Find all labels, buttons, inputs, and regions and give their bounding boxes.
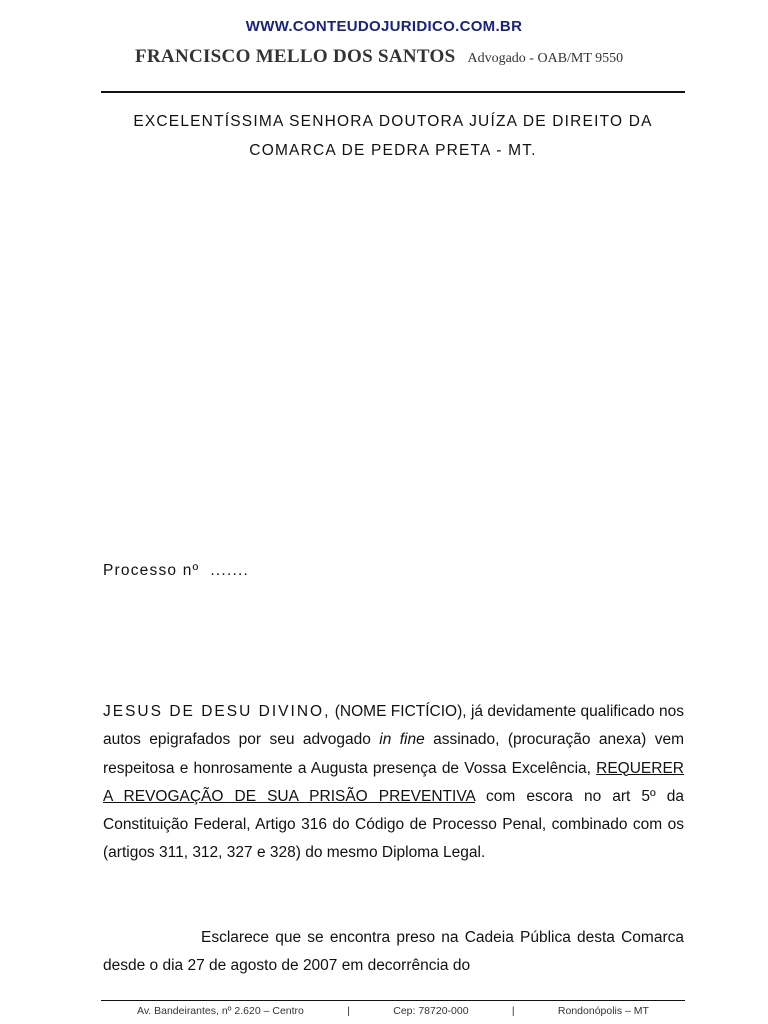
header-divider	[101, 91, 685, 93]
author-name: FRANCISCO MELLO DOS SANTOS	[135, 46, 456, 67]
footer-separator: |	[347, 1005, 350, 1017]
process-label: Processo nº	[103, 562, 200, 579]
request-statement: REQUERER A REVOGAÇÃO DE SUA PRISÃO PREVENTIVA	[103, 759, 684, 805]
paragraph-text: (NOME FICTÍCIO), já devidamente qualificado nos autos epigrafados por seu advogado	[103, 703, 684, 749]
paragraph-text: assinado, (procuração anexa) vem respeitosa e honrosamente a Augusta presença de Vossa Excelência,	[103, 731, 684, 777]
footer-address: Av. Bandeirantes, nº 2.620 – Centro	[137, 1005, 304, 1017]
process-number	[103, 562, 249, 580]
author-role: Advogado - OAB/MT 9550	[467, 51, 624, 66]
addressee-line-1: EXCELENTÍSSIMA SENHORA DOUTORA JUÍZA DE DIREITO DA	[133, 113, 653, 130]
footer-city: Rondonópolis – MT	[557, 1005, 649, 1017]
addressee	[101, 107, 685, 165]
paragraph-request	[103, 698, 684, 868]
addressee-line-2: COMARCA DE PEDRA PRETA - MT.	[249, 142, 537, 159]
footer-divider	[101, 1000, 685, 1001]
italic-term: in fine	[379, 731, 425, 749]
defendant-name: JESUS DE DESU DIVINO,	[103, 703, 331, 720]
process-value: .......	[210, 562, 249, 579]
footer	[101, 1004, 685, 1024]
footer-row	[101, 1004, 685, 1019]
footer-cep: Cep: 78720-000	[393, 1005, 469, 1017]
author-line	[135, 46, 623, 68]
paragraph-facts: Esclarece que se encontra preso na Cadeia Pública desta Comarca desde o dia 27 de agosto de 2007 em decorrência do	[103, 929, 684, 975]
site-url[interactable]: WWW.CONTEUDOJURIDICO.COM.BR	[245, 18, 523, 35]
paragraph-text: com escora no art 5º da Constituição Federal, Artigo 316 do Código de Processo Penal, combinado com os (artigos 311, 312, 327 e 328) do mesmo Diploma Legal.	[103, 787, 685, 862]
footer-separator: |	[511, 1005, 515, 1017]
